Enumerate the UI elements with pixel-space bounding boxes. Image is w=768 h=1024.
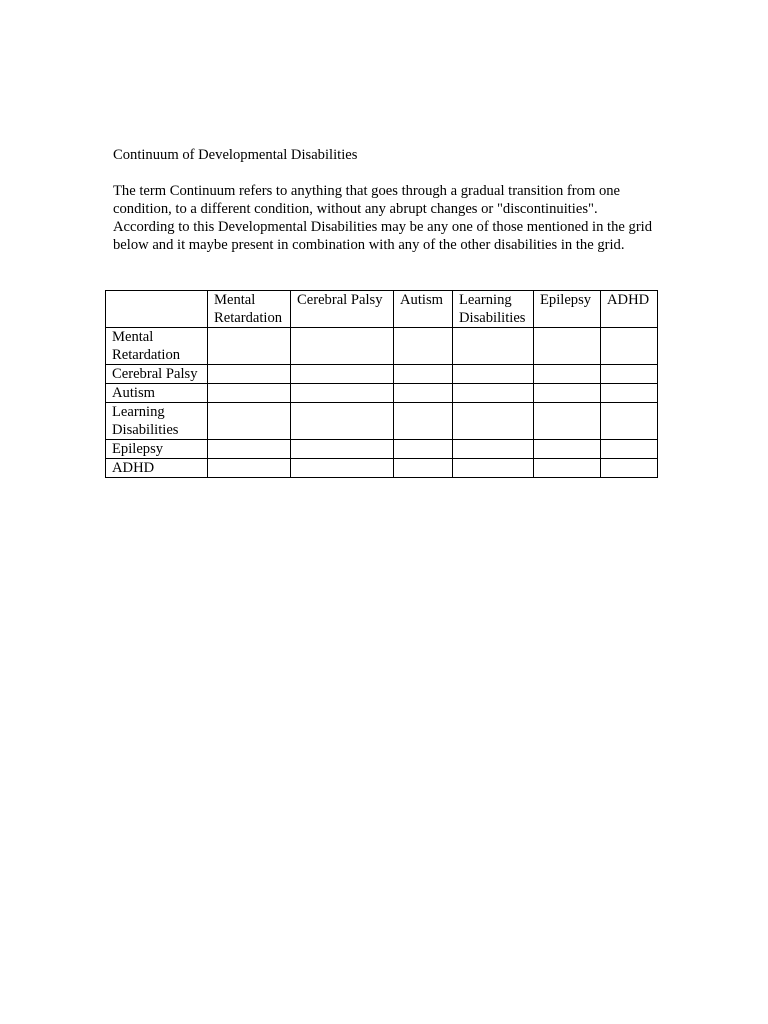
column-header: Cerebral Palsy — [291, 291, 394, 328]
column-header: Autism — [394, 291, 453, 328]
grid-cell — [453, 328, 534, 365]
column-header: Mental Retardation — [208, 291, 291, 328]
grid-cell — [534, 384, 601, 403]
table-row — [106, 440, 658, 459]
table-row — [106, 459, 658, 478]
grid-cell — [453, 440, 534, 459]
grid-cell — [534, 365, 601, 384]
header-row — [106, 291, 658, 328]
row-header: Learning Disabilities — [106, 403, 208, 440]
grid-cell — [208, 328, 291, 365]
grid-cell — [601, 365, 658, 384]
grid-cell — [394, 328, 453, 365]
table-row — [106, 384, 658, 403]
grid-cell — [453, 403, 534, 440]
grid-cell — [394, 365, 453, 384]
grid-cell — [534, 328, 601, 365]
table-row — [106, 328, 658, 365]
row-header: Epilepsy — [106, 440, 208, 459]
grid-cell — [394, 384, 453, 403]
grid-cell — [208, 440, 291, 459]
row-header: Autism — [106, 384, 208, 403]
intro-paragraph: The term Continuum refers to anything that goes through a gradual transition from one condition, to a different condition, without any abrupt changes or "discontinuities". According to this Developmental Disabilities may be any one of those mentioned in the grid below and it maybe present in combination with any of the other disabilities in the grid. — [113, 183, 653, 253]
grid-cell — [208, 384, 291, 403]
document-title: Continuum of Developmental Disabilities — [113, 147, 358, 163]
row-header: ADHD — [106, 459, 208, 478]
column-header: Learning Disabilities — [453, 291, 534, 328]
grid-cell — [453, 365, 534, 384]
grid-cell — [534, 403, 601, 440]
disabilities-grid — [105, 290, 658, 478]
grid-cell — [453, 459, 534, 478]
grid-cell — [601, 440, 658, 459]
corner-cell — [106, 291, 208, 328]
document-body — [113, 146, 658, 254]
grid-cell — [291, 328, 394, 365]
column-header: Epilepsy — [534, 291, 601, 328]
grid-cell — [291, 459, 394, 478]
table-row — [106, 403, 658, 440]
grid-cell — [208, 365, 291, 384]
grid-cell — [394, 403, 453, 440]
grid-cell — [394, 440, 453, 459]
grid-cell — [208, 403, 291, 440]
grid-cell — [291, 403, 394, 440]
grid-cell — [601, 384, 658, 403]
grid-cell — [601, 459, 658, 478]
grid-cell — [601, 328, 658, 365]
grid-cell — [453, 384, 534, 403]
grid-cell — [601, 403, 658, 440]
grid-cell — [291, 365, 394, 384]
grid-cell — [291, 440, 394, 459]
column-header: ADHD — [601, 291, 658, 328]
grid-cell — [291, 384, 394, 403]
row-header: Mental Retardation — [106, 328, 208, 365]
row-header: Cerebral Palsy — [106, 365, 208, 384]
grid-cell — [534, 459, 601, 478]
grid-cell — [208, 459, 291, 478]
table-row — [106, 365, 658, 384]
grid-cell — [394, 459, 453, 478]
grid-cell — [534, 440, 601, 459]
